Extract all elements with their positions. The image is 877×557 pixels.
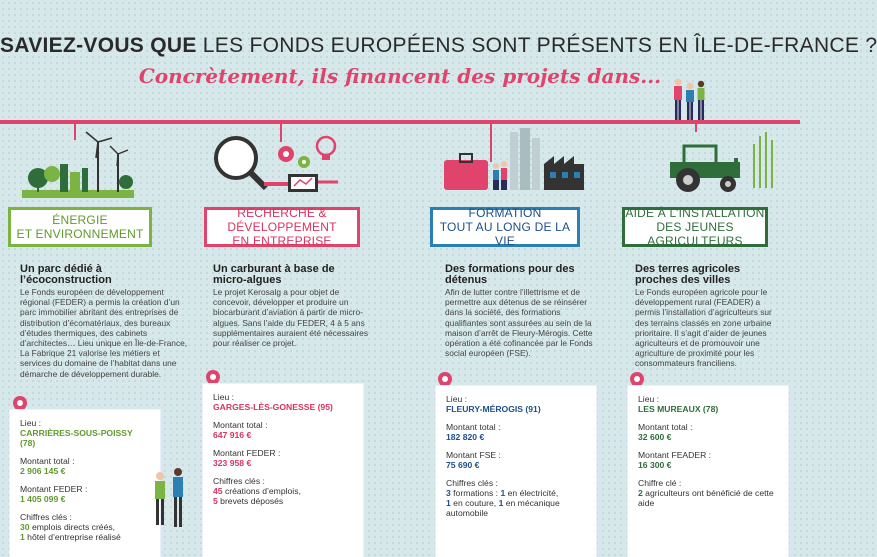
training-illustration (440, 128, 590, 198)
agriculture-illustration (660, 128, 780, 198)
key-figure: 2 agriculteurs ont bénéficié de cette aide (638, 488, 774, 508)
people-top-illustration (668, 76, 708, 122)
project-description: Le projet Kerosalg a pour objet de concevoir, développer et produire un biocarburant d’aviation à partir de micro-algues. Sans l’aide du FEDER, 4 à 5 ans supplémentaires auraient été nécessaires pour réaliser ce projet. (213, 287, 369, 349)
research-illustration (208, 132, 348, 202)
fund-amount: 75 690 € (446, 460, 480, 470)
project-card-energy: Lieu : CARRIÈRES-SOUS-POISSY (78) Montant total : 2 906 145 € Montant FEDER : 1 405 099 € Chiffres clés : 30 emplois directs créés, 1 hôtel d’entreprise réalisé (10, 410, 160, 557)
title-rest: LES FONDS EUROPÉENS SONT PRÉSENTS EN ÎLE-DE-FRANCE ? (202, 34, 877, 57)
project-card-training: Lieu : FLEURY-MÉROGIS (91) Montant total : 182 820 € Montant FSE : 75 690 € Chiffres clés : 3 formations : 1 en électricité, 1 en couture, 1 en mécanique automobile (436, 386, 596, 557)
page-title (0, 34, 877, 58)
location-value: CARRIÈRES-SOUS-POISSY (78) (20, 428, 133, 448)
project-card-research: Lieu : GARGES-LÈS-GONESSE (95) Montant total : 647 916 € Montant FEDER : 323 958 € Chiffres clés : 45 créations d’emplois, 5 brevets déposés (203, 384, 363, 557)
energy-illustration (18, 128, 138, 208)
key-figure: 1 en couture, 1 en mécanique automobile (446, 498, 560, 518)
total-amount: 32 600 € (638, 432, 672, 442)
project-title: Un carburant à base de micro-algues (213, 263, 335, 286)
location-value: GARGES-LÈS-GONESSE (95) (213, 402, 333, 412)
key-figure: 1 hôtel d’entreprise réalisé (20, 532, 121, 542)
total-amount: 647 916 € (213, 430, 252, 440)
key-figure: 30 emplois directs créés, (20, 522, 116, 532)
fund-amount: 323 958 € (213, 458, 252, 468)
project-description: Le Fonds européen agricole pour le développement rural (FEADER) a permis l’installation d’agriculteurs sur des terrains classés en zone urbaine prioritaire. Il s’agit d’aider de jeunes agriculteurs et de promouvoir une agriculture de proximité pour les consommateurs franciliens. (635, 287, 772, 369)
page-subtitle: Concrètement, ils financent des projets dans... (138, 64, 662, 88)
title-bold: SAVIEZ-VOUS QUE (0, 34, 197, 57)
key-figure: 5 brevets déposés (213, 496, 284, 506)
header-energy: ÉNERGIE ET ENVIRONNEMENT (8, 207, 152, 247)
location-value: FLEURY-MÉROGIS (91) (446, 404, 541, 414)
project-title: Un parc dédié à l’écoconstruction (20, 263, 112, 286)
key-figure: 3 formations : 1 en électricité, (446, 488, 559, 498)
timeline-bar (0, 120, 800, 124)
key-figure: 45 créations d’emplois, (213, 486, 301, 496)
fund-amount: 16 300 € (638, 460, 672, 470)
fund-amount: 1 405 099 € (20, 494, 66, 504)
project-title: Des terres agricoles proches des villes (635, 263, 741, 286)
project-description: Le Fonds européen de développement régional (FEDER) a permis la création d’un parc immobilier abritant des entreprises de distribution d’écomatériaux, des bureaux d’études thermiques, des cabinets d’architectes… Lieu unique en Île-de-France, La Fabrique 21 valorise les métiers et services du domaine de l’habitat dans une démarche de développement durable. (20, 287, 188, 379)
project-card-agriculture: Lieu : LES MUREAUX (78) Montant total : 32 600 € Montant FEADER : 16 300 € Chiffre clé : 2 agriculteurs ont bénéficié de cette aide (628, 386, 788, 557)
total-amount: 182 820 € (446, 432, 485, 442)
header-research: RECHERCHE & DÉVELOPPEMENT EN ENTREPRISE (204, 207, 360, 247)
location-value: LES MUREAUX (78) (638, 404, 719, 414)
header-agriculture: AIDE À L’INSTALLATION DES JEUNES AGRICULTEURS (622, 207, 768, 247)
total-amount: 2 906 145 € (20, 466, 66, 476)
project-description: Afin de lutter contre l’illettrisme et de permettre aux détenus de se réinsérer dans la société, des formations qualifiantes sont assurées au sein de la maison d’arrêt de Fleury-Mérogis. Cette opération a été cofinancée par le Fonds social européen (FSE). (445, 287, 593, 359)
header-training: FORMATION TOUT AU LONG DE LA VIE (430, 207, 580, 247)
project-title: Des formations pour des détenus (445, 263, 575, 286)
people-illustration (152, 466, 190, 546)
